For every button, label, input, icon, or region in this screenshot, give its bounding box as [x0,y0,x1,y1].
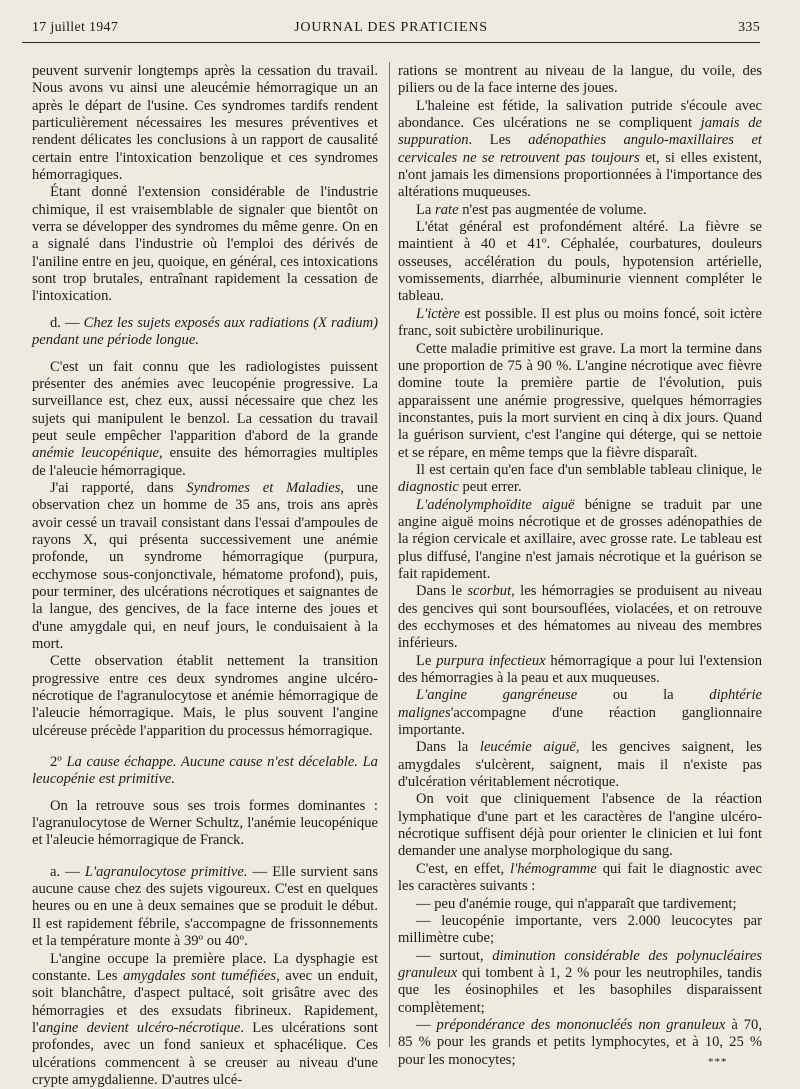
paragraph: d. — Chez les sujets exposés aux radiations (X radium) pendant une période longue. [32,315,378,350]
paragraph: On voit que cliniquement l'absence de la réaction lymphatique d'une part et les caractères de l'angine ulcéro-nécrotique suffisent déjà pour orienter le clinicien et lui font demander une analyse morphologique du sang. [398,791,762,860]
paragraph: L'angine gangréneuse ou la diphtérie malignes'accompagne d'une réaction ganglionnaire importante. [398,687,762,739]
paragraph: L'état général est profondément altéré. La fièvre se maintient à 40 et 41º. Céphalée, courbatures, douleurs osseuses, accélération du pouls, hypotension artérielle, vomissements, diarrhée, albuminurie viennent compléter le tableau. [398,219,762,306]
header-rule [22,42,760,43]
paragraph: Cette observation établit nettement la transition progressive entre ces deux syndromes angine ulcéro-nécrotique de l'agranulocytose et anémie hémorragique de l'aleucie hémorragique. Mais, le plus souvent l'angine ulcéreuse précède l'apparition du processus hémorragique. [32,653,378,740]
paragraph: L'angine occupe la première place. La dysphagie est constante. Les amygdales sont tuméfiées, avec un enduit, soit blanchâtre, d'aspect pultacé, soit grisâtre avec des hémorragies et des exsudats fibrineux. Rapidement, l'angine devient ulcéro-nécrotique. Les ulcérations sont profondes, avec un fond sanieux et sphacélique. Ces ulcérations commencent à se creuser au niveau d'une crypte amygdalienne. D'autres ulcé- [32,951,378,1089]
paragraph: rations se montrent au niveau de la langue, du voile, des piliers ou de la face interne des joues. [398,63,762,98]
paragraph: Le purpura infectieux hémorragique a pour lui l'extension des hémorragies à la peau et aux muqueuses. [398,653,762,688]
paragraph: J'ai rapporté, dans Syndromes et Maladies, une observation chez un homme de 35 ans, trois ans après avoir cessé un travail consistant dans l'essai d'ampoules de rayons X, qui présenta successivement une anémie profonde, un syndrome hémorragique (purpura, ecchymose sous-conjonctivale, hématome profond), puis, pour terminer, des ulcérations nécrotiques et saignantes de la langue, des gencives, de la face interne des joues et d'une amygdale qui, en neuf jours, le conduisaient à la mort. [32,480,378,653]
right-column [398,63,762,1069]
paragraph: — surtout, diminution considérable des polynucléaires granuleux qui tombent à 1, 2 % pour les neutrophiles, tandis que les éosinophiles et les basophiles disparaissent complètement; [398,948,762,1017]
footer-ornament: *** [708,1056,728,1068]
issue-date: 17 juillet 1947 [32,20,118,36]
paragraph: L'haleine est fétide, la salivation putride s'écoule avec abondance. Ces ulcérations ne se compliquent jamais de suppuration. Les adénopathies angulo-maxillaires et cervicales ne se retrouvent pas toujours et, si elles existent, n'ont jamais les dimensions proportionnées à l'importance des altérations muqueuses. [398,98,762,202]
paragraph: Dans le scorbut, les hémorragies se produisent au niveau des gencives qui sont boursouflées, violacées, et on retrouve des ecchymoses et des hématomes au niveau des membres inférieurs. [398,583,762,652]
paragraph: Étant donné l'extension considérable de l'industrie chimique, il est vraisemblable de signaler que bientôt on verra se développer des syndromes du même genre. On en a signalé dans l'industrie où l'emploi des dérivés de l'aniline entre en jeu, quoique, en général, ces intoxications sont trop brutales, entraînant rapidement la cessation de l'intoxication. [32,184,378,305]
paragraph: C'est un fait connu que les radiologistes puissent présenter des anémies avec leucopénie progressive. La surveillance est, chez eux, aussi nécessaire que chez les sujets qui manipulent le benzol. La cessation du travail peut seule empêcher l'apparition d'abord de la grande anémie leucopénique, ensuite des hémorragies multiples de l'aleucie hémorragique. [32,359,378,480]
paragraph: peuvent survenir longtemps après la cessation du travail. Nous avons vu ainsi une aleucémie hémorragique un an après le départ de l'usine. Ces syndromes tardifs rendent particulièrement nécessaires les mesures préventives et rendent délicates les conclusions à un rapport de causalité certain entre l'intoxication benzolique et ces syndromes hémorragiques. [32,63,378,184]
paragraph: 2º La cause échappe. Aucune cause n'est décelable. La leucopénie est primitive. [32,754,378,789]
page-number: 335 [738,20,760,36]
journal-title: JOURNAL DES PRATICIENS [22,20,760,36]
column-divider [389,62,390,1047]
paragraph: C'est, en effet, l'hémogramme qui fait le diagnostic avec les caractères suivants : [398,861,762,896]
paragraph: L'adénolymphoïdite aiguë bénigne se traduit par une angine aiguë moins nécrotique et de grosses adénopathies de la région cervicale et axillaire, avec grosse rate. Le tableau est plus diffusé, l'angine n'est jamais nécrotique et la guérison se fait rapidement. [398,497,762,584]
paragraph: Il est certain qu'en face d'un semblable tableau clinique, le diagnostic peut errer. [398,462,762,497]
paragraph: L'ictère est possible. Il est plus ou moins foncé, soit ictère franc, soit subictère urobilinurique. [398,306,762,341]
paragraph: Dans la leucémie aiguë, les gencives saignent, les amygdales s'ulcèrent, saignent, mais il n'existe pas d'ulcération véritablement nécrotique. [398,739,762,791]
paragraph: La rate n'est pas augmentée de volume. [398,202,762,219]
paragraph: — leucopénie importante, vers 2.000 leucocytes par millimètre cube; [398,913,762,948]
paragraph: — prépondérance des mononucléés non granuleux à 70, 85 % pour les grands et petits lymphocytes, et à 10, 25 % pour les monocytes; [398,1017,762,1069]
paragraph: — peu d'anémie rouge, qui n'apparaît que tardivement; [398,896,762,913]
left-column [32,63,378,1089]
paragraph: Cette maladie primitive est grave. La mort la termine dans une proportion de 75 à 90 %. L'angine nécrotique avec fièvre domine toute la première partie de l'évolution, puis apparaissent une anémie progressive, quelques hémorragies inconstantes, puis la mort survient en cinq à dix jours. Quand la guérison survient, c'est l'angine qui déterge, qui se nettoie et se répare, en même temps que la fièvre disparaît. [398,341,762,462]
paragraph: On la retrouve sous ses trois formes dominantes : l'agranulocytose de Werner Schultz, l'anémie leucopénique et l'aleucie hémorragique de Franck. [32,798,378,850]
paragraph: a. — L'agranulocytose primitive. — Elle survient sans aucune cause chez des sujets vigoureux. C'est en quelques heures ou en une à deux semaines que se produit le début. Il est rapidement fébrile, s'accompagne de frissonnements et la température monte à 39º ou 40º. [32,864,378,951]
